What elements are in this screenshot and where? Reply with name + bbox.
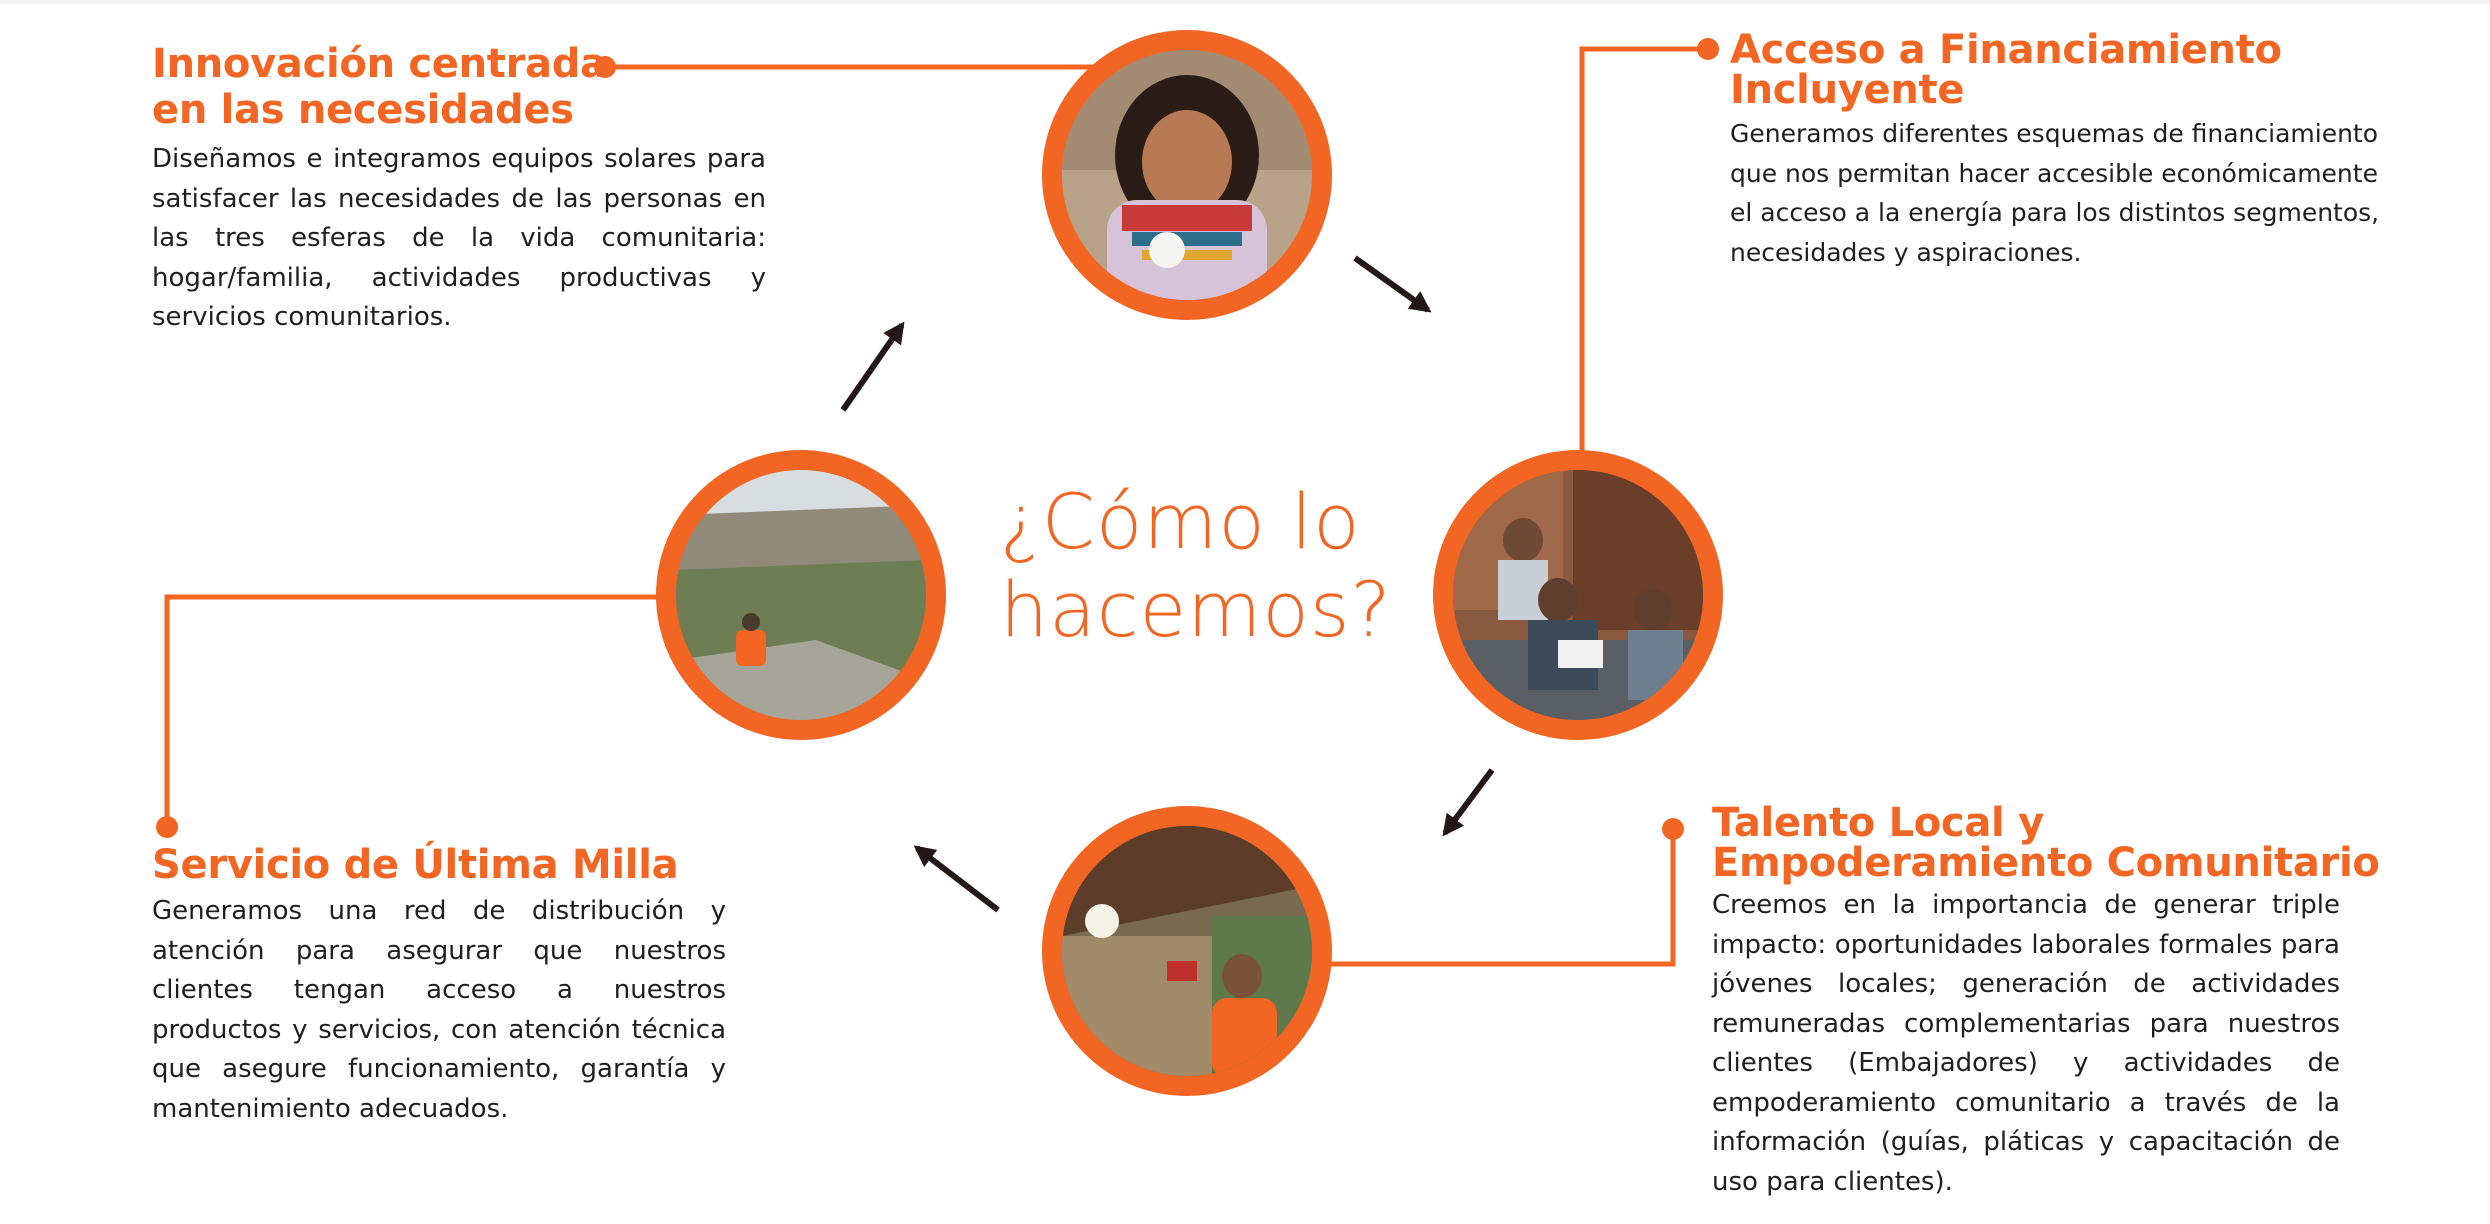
text-innovacion-line: satisfacer las necesidades de las personas en	[152, 183, 766, 214]
text-talento-line: impacto: oportunidades laborales formales para	[1712, 929, 2340, 960]
text-financiamiento-line: que nos permitan hacer accesible económicamente	[1730, 158, 2378, 188]
text-innovacion-line: hogar/familia, actividades productivas y	[152, 262, 766, 293]
text-talento-line: para clientes).	[1766, 1166, 1953, 1197]
center-title-line-2: hacemos?	[1000, 565, 1392, 654]
connector-line-ultima-milla	[167, 597, 660, 827]
text-innovacion-line: las tres esferas de la vida comunitaria:	[152, 223, 766, 253]
text-innovacion	[152, 140, 766, 338]
heading-ultima-milla-line-1: Servicio de Última Milla	[152, 842, 679, 888]
photo-light-bulb-image	[1062, 826, 1312, 1076]
text-ultima-milla-line: clientes tengan acceso a nuestros productos	[152, 975, 726, 1045]
photo-forms-image	[1453, 470, 1703, 720]
cycle-arrow-icon	[1445, 770, 1492, 833]
photo-young-man-under-light-bulb	[1042, 806, 1332, 1096]
center-title	[1000, 478, 1392, 654]
connector-line-talento	[1325, 829, 1673, 964]
heading-financiamiento-line-2: Incluyente	[1730, 67, 1965, 113]
text-financiamiento-line: Generamos diferentes esquemas de financiamiento	[1730, 119, 2379, 148]
text-talento-line: información (guías, pláticas y capacitación de uso	[1712, 1127, 2340, 1197]
text-talento-line: clientes (Embajadores) y actividades de	[1712, 1048, 2340, 1078]
text-innovacion-line: Diseñamos e integramos equipos solares para	[152, 144, 766, 174]
photo-girl-image	[1062, 50, 1312, 300]
heading-innovacion-line-1: Innovación centrada	[152, 41, 607, 87]
text-talento-line: remuneradas complementarias para nuestros	[1712, 1008, 2340, 1039]
photo-girl-with-solar-lamp	[1042, 30, 1332, 320]
cycle-arrow-icon	[917, 848, 998, 910]
text-talento-line: Creemos en la importancia de generar triple	[1712, 890, 2340, 920]
text-financiamiento-line: el acceso a la energía para los distintos segmentos,	[1730, 198, 2380, 227]
text-ultima-milla	[152, 892, 726, 1129]
text-ultima-milla-line: Generamos una red de distribución y	[152, 896, 726, 926]
text-ultima-milla-line: atención para asegurar que nuestros	[152, 935, 726, 966]
heading-innovacion	[152, 41, 607, 133]
text-talento	[1712, 886, 2340, 1202]
text-ultima-milla-line: adecuados.	[359, 1093, 509, 1124]
heading-financiamiento-line-1: Acceso a Financiamiento	[1730, 27, 2282, 73]
center-title-line-1: ¿Cómo lo	[1000, 477, 1361, 566]
text-talento-line: empoderamiento comunitario a través de la	[1712, 1087, 2340, 1118]
heading-ultima-milla	[152, 842, 678, 888]
text-ultima-milla-line: y servicios, con atención técnica que asegure	[152, 1014, 727, 1084]
connector-line-financiamiento	[1582, 49, 1708, 452]
text-talento-line: jóvenes locales; generación de actividades	[1712, 969, 2340, 999]
text-financiamiento	[1730, 114, 2380, 272]
photo-people-filling-forms	[1433, 450, 1723, 740]
heading-innovacion-line-2: en las necesidades	[152, 87, 574, 133]
photo-canyon-image	[676, 470, 926, 720]
heading-financiamiento	[1730, 27, 2282, 113]
heading-talento-line-1: Talento Local y	[1712, 800, 2044, 846]
heading-talento-line-2: Empoderamiento Comunitario	[1712, 840, 2380, 886]
photo-person-overlooking-canyon	[656, 450, 946, 740]
cycle-arrow-icon	[843, 325, 902, 410]
text-financiamiento-line: necesidades y aspiraciones.	[1730, 237, 2082, 267]
text-innovacion-line: servicios comunitarios.	[152, 302, 452, 332]
cycle-arrow-icon	[1355, 258, 1428, 310]
text-ultima-milla-line: funcionamiento, garantía y mantenimiento	[152, 1054, 726, 1124]
heading-talento	[1712, 800, 2380, 886]
